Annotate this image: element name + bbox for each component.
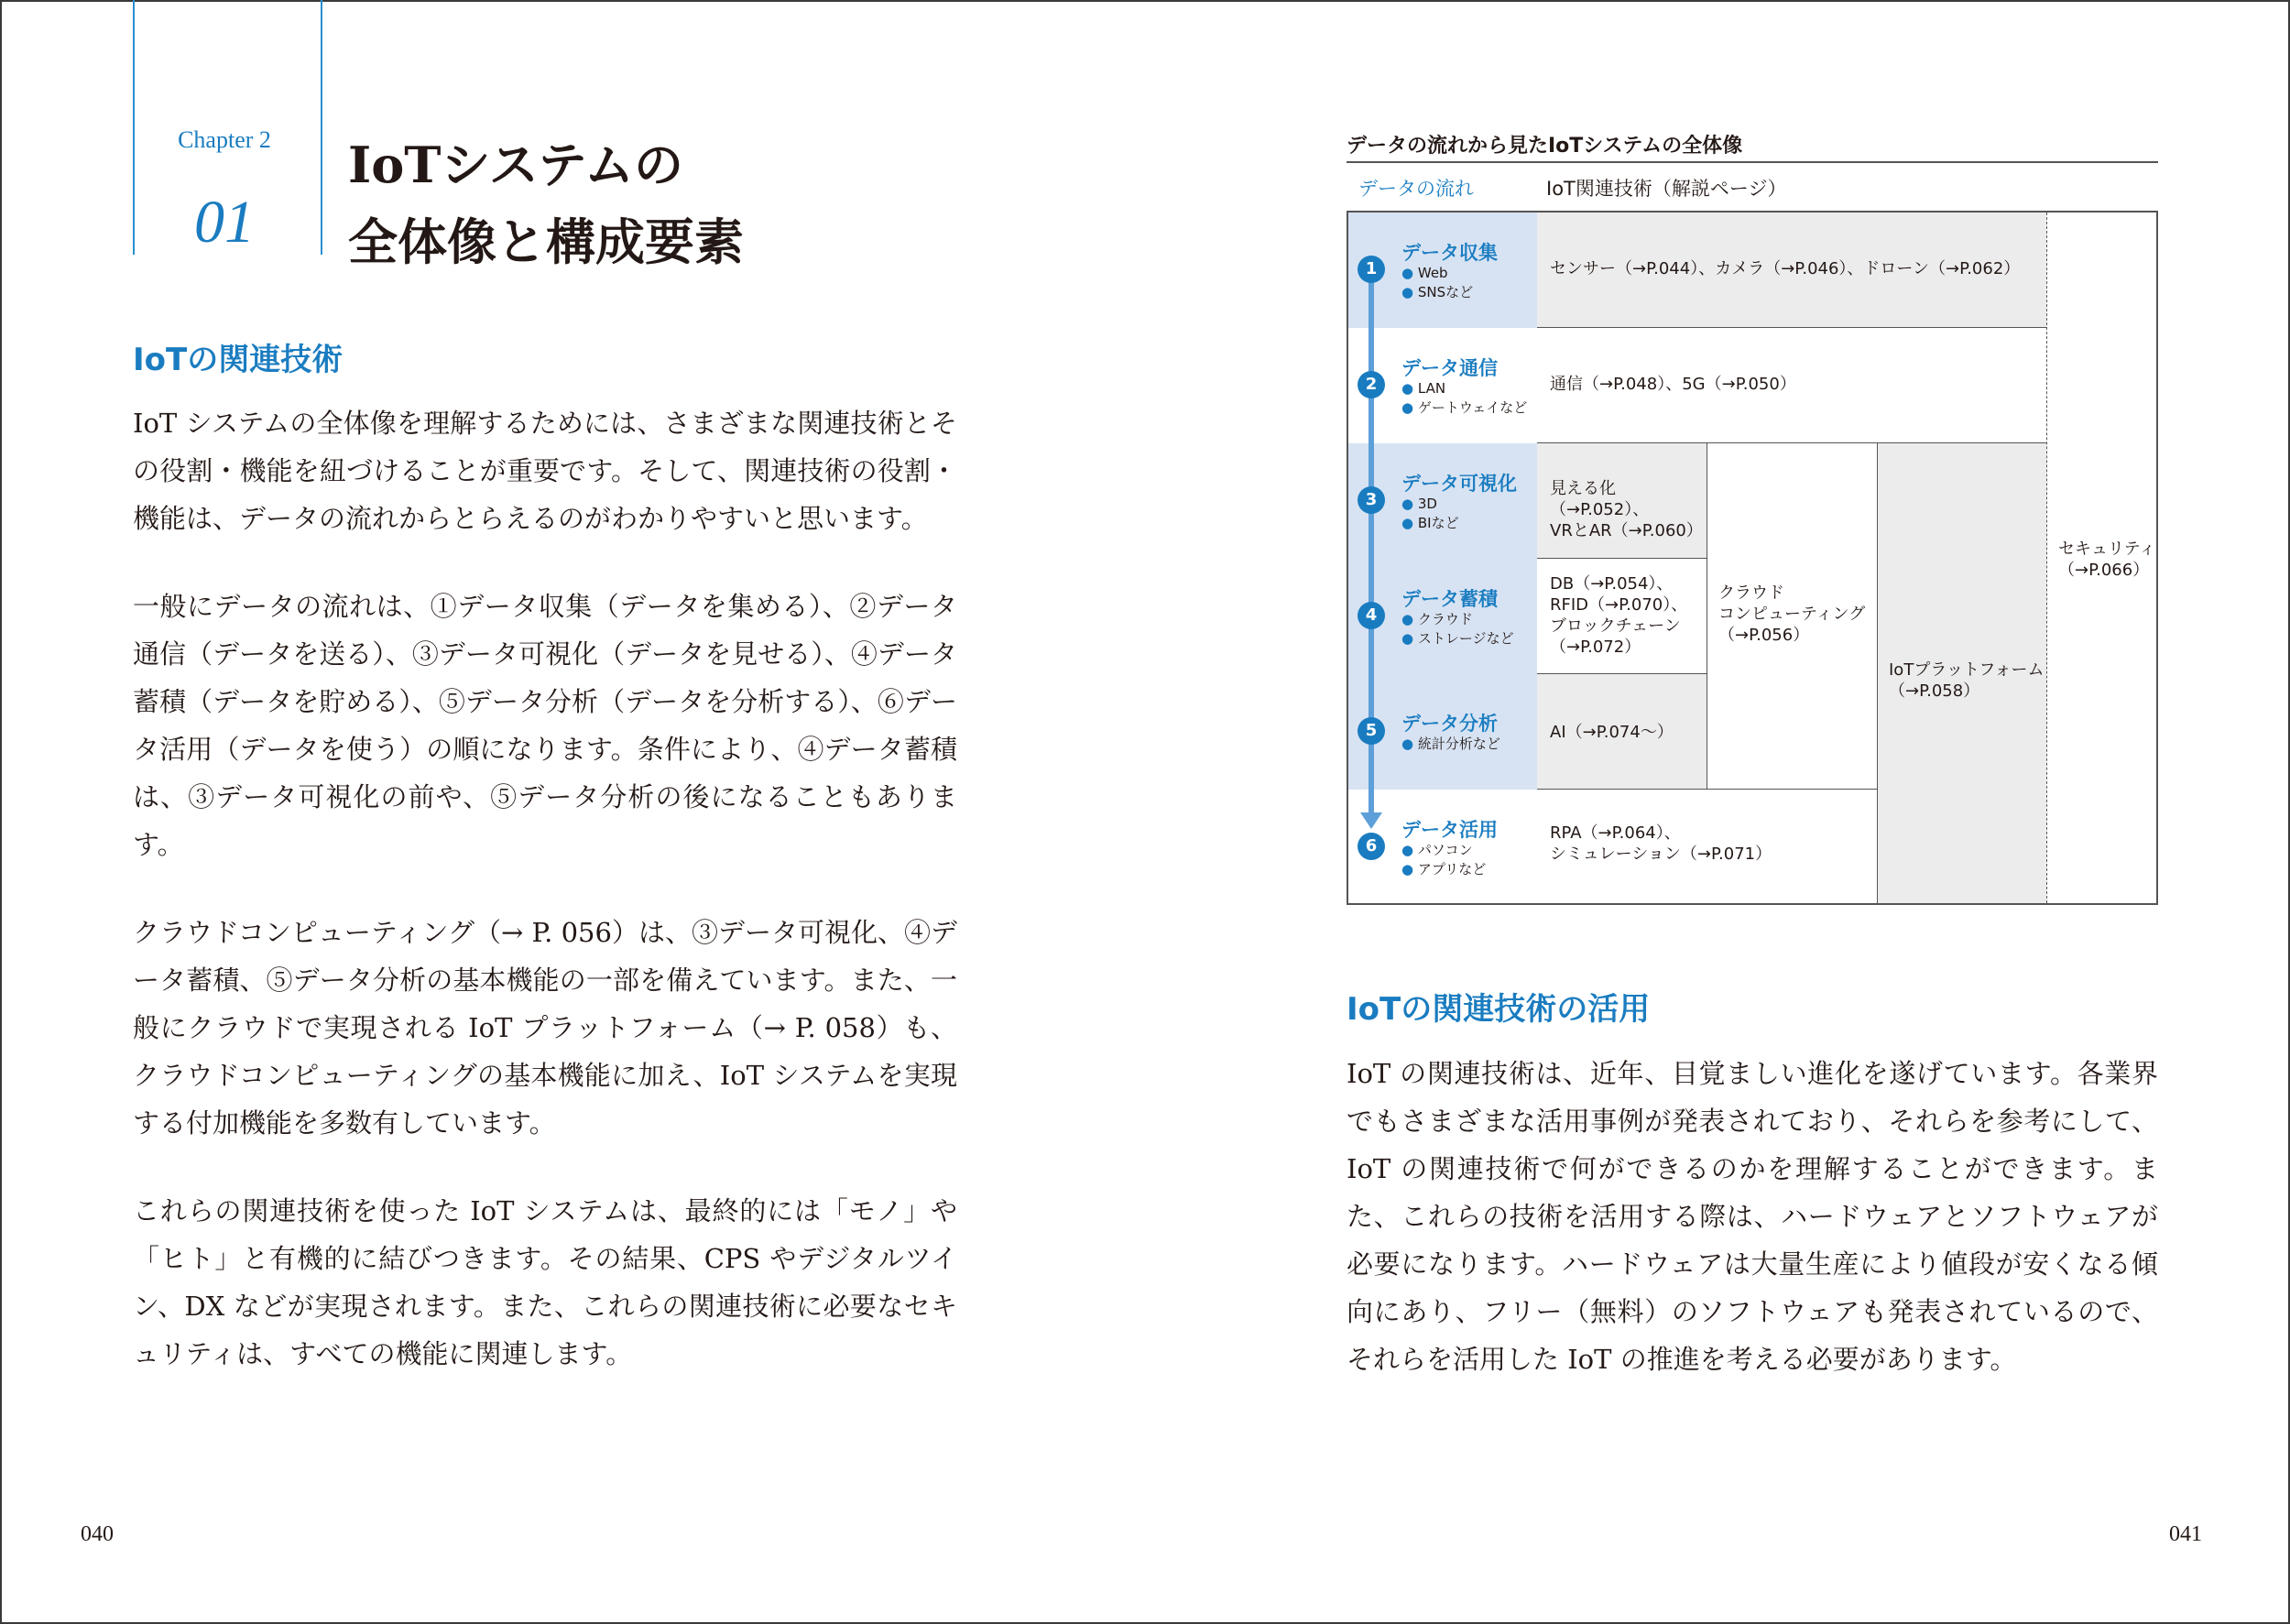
page-number-right: 041 bbox=[2169, 1522, 2202, 1546]
step-items: ● Web ● SNSなど bbox=[1401, 265, 1474, 300]
tech-platform-cell: IoTプラットフォーム （→P.058） bbox=[1878, 443, 2046, 903]
chapter-rule-right bbox=[321, 0, 322, 255]
step-items: ● クラウド ● ストレージなど bbox=[1401, 611, 1514, 647]
section-heading-right: IoTの関連技術の活用 bbox=[1347, 991, 1651, 1028]
step-title: データ活用 bbox=[1401, 819, 1498, 841]
chapter-title: IoTシステムの 全体像と構成要素 bbox=[348, 136, 744, 271]
tech-visual-cell: 見える化（→P.052）、 VRとAR（→P.060） bbox=[1537, 443, 1707, 559]
chapter-label: Chapter 2 bbox=[178, 126, 271, 153]
paragraph-4: これらの関連技術を使った IoT システムは、最終的には「モノ」や「ヒト」と有機的に結びつきます。その結果、CPS やデジタルツイン、DX などが実現されます。また、これらの関連技術に必要なセキュリティは、すべての機能に関連します。 bbox=[133, 1195, 957, 1369]
figure-column-flow: データの流れ bbox=[1358, 178, 1474, 200]
section-heading-left: IoTの関連技術 bbox=[133, 342, 344, 378]
tech-analyze-cell: AI（→P.074〜） bbox=[1537, 674, 1707, 790]
tech-comm-cell: 通信（→P.048）、5G（→P.050） bbox=[1537, 328, 2046, 443]
paragraph-3: クラウドコンピューティング（→ P. 056）は、③データ可視化、④データ蓄積、⑤データ分析の基本機能の一部を備えています。また、一般にクラウドで実現される IoT プラットフォーム（→ P. 058）も、クラウドコンピューティングの基本機能に加え、IoT システムを実現する付加機能を多数有しています。 bbox=[133, 917, 957, 1139]
tech-cloud-cell: クラウド コンピューティング （→P.056） bbox=[1707, 443, 1878, 790]
iot-overview-table bbox=[1347, 211, 2158, 905]
step-number-3: 3 bbox=[1358, 486, 1385, 514]
tech-store-cell: DB（→P.054）、 RFID（→P.070）、 ブロックチェーン （→P.072） bbox=[1537, 559, 1707, 674]
step-number-6: 6 bbox=[1358, 833, 1385, 860]
step-number-4: 4 bbox=[1358, 602, 1385, 629]
tech-collect-cell: センサー（→P.044）、カメラ（→P.046）、ドローン（→P.062） bbox=[1537, 213, 2046, 328]
figure-title-rule bbox=[1347, 161, 2158, 163]
step-items: ● パソコン ● アプリなど bbox=[1401, 842, 1487, 877]
step-title: データ分析 bbox=[1401, 713, 1498, 735]
paragraph-right: IoT の関連技術は、近年、目覚ましい進化を遂げています。各業界でもさまざまな活用事例が発表されており、それらを参考にして、IoT の関連技術で何ができるのかを理解することができます。また、これらの技術を活用する際は、ハードウェアとソフトウェアが必要になります。ハードウェアは大量生産により値段が安くなる傾向にあり、フリー（無料）のソフトウェアも発表されているので、それらを活用した IoT の推進を考える必要があります。 bbox=[1347, 1058, 2158, 1375]
step-title: データ収集 bbox=[1401, 242, 1498, 264]
step-number-2: 2 bbox=[1358, 371, 1385, 398]
step-title: データ蓄積 bbox=[1401, 588, 1498, 610]
step-items: ● 3D ● BIなど bbox=[1401, 496, 1459, 531]
figure-title: データの流れから見たIoTシステムの全体像 bbox=[1347, 135, 1743, 158]
page-number-left: 040 bbox=[81, 1522, 114, 1546]
step-items: ● LAN ● ゲートウェイなど bbox=[1401, 380, 1528, 416]
step-number-1: 1 bbox=[1358, 256, 1385, 283]
chapter-number: 01 bbox=[194, 189, 255, 256]
tech-security-cell: セキュリティ （→P.066） bbox=[2046, 213, 2156, 903]
paragraph-2: 一般にデータの流れは、①データ収集（データを集める）、②データ通信（データを送る）、③データ可視化（データを見せる）、④データ蓄積（データを貯める）、⑤データ分析（データを分析する）、⑥データ活用（データを使う）の順になります。条件により、④データ蓄積は、③データ可視化の前や、⑤データ分析の後になることもあります。 bbox=[133, 591, 957, 860]
tech-use-cell: RPA（→P.064）、 シミュレーション（→P.071） bbox=[1537, 790, 1878, 903]
step-items: ● 統計分析など bbox=[1401, 736, 1500, 752]
figure-column-tech: IoT関連技術（解説ページ） bbox=[1546, 178, 1787, 200]
chapter-rule-left bbox=[133, 0, 135, 255]
step-title: データ通信 bbox=[1401, 357, 1498, 379]
step-number-5: 5 bbox=[1358, 717, 1385, 745]
step-title: データ可視化 bbox=[1401, 473, 1517, 495]
paragraph-1: IoT システムの全体像を理解するためには、さまざまな関連技術とその役割・機能を紐づけることが重要です。そして、関連技術の役割・機能は、データの流れからとらえるのがわかりやすいと思います。 bbox=[133, 408, 957, 534]
flow-arrowhead bbox=[1360, 812, 1382, 829]
